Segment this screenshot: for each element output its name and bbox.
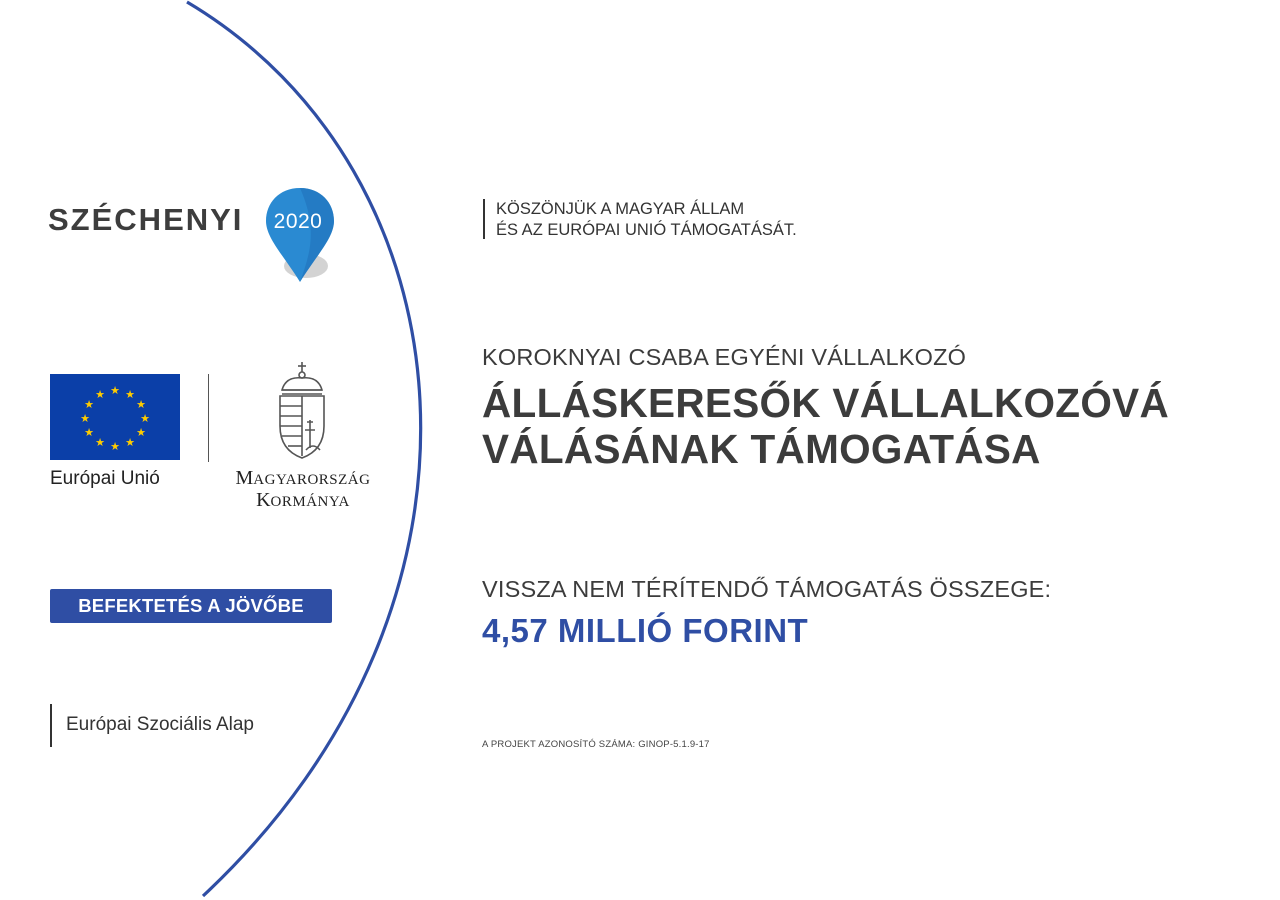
fund-label-bar xyxy=(50,704,52,747)
svg-text:★: ★ xyxy=(125,436,135,449)
szechenyi-year: 2020 xyxy=(273,210,323,233)
eu-flag-icon xyxy=(50,374,180,460)
government-line-1-rest: AGYARORSZÁG xyxy=(253,472,371,488)
project-title-line-1: ÁLLÁSKERESŐK VÁLLALKOZÓVÁ xyxy=(482,380,1170,426)
project-title-line-2: VÁLÁSÁNAK TÁMOGATÁSA xyxy=(482,426,1041,472)
svg-text:★: ★ xyxy=(140,412,150,425)
svg-text:★: ★ xyxy=(136,426,146,439)
szechenyi-pin-icon xyxy=(264,186,340,284)
fund-label: Európai Szociális Alap xyxy=(66,714,254,735)
thanks-line-1: KÖSZÖNJÜK A MAGYAR ÁLLAM xyxy=(496,200,745,218)
government-label xyxy=(220,468,386,512)
svg-text:★: ★ xyxy=(84,398,94,411)
svg-text:★: ★ xyxy=(84,426,94,439)
government-line-1 xyxy=(220,468,386,490)
eu-label: Európai Unió xyxy=(50,468,160,489)
svg-text:★: ★ xyxy=(110,384,120,397)
beneficiary-name: KOROKNYAI CSABA EGYÉNI VÁLLALKOZÓ xyxy=(482,344,967,370)
svg-text:★: ★ xyxy=(136,398,146,411)
government-line-2 xyxy=(220,490,386,512)
project-id: A PROJEKT AZONOSÍTÓ SZÁMA: GINOP-5.1.9-17 xyxy=(482,739,710,750)
grant-label: VISSZA NEM TÉRÍTENDŐ TÁMOGATÁS ÖSSZEGE: xyxy=(482,576,1052,602)
grant-amount: 4,57 MILLIÓ FORINT xyxy=(482,612,809,649)
coat-of-arms-icon xyxy=(274,360,330,460)
svg-text:★: ★ xyxy=(110,440,120,453)
svg-text:★: ★ xyxy=(125,388,135,401)
thanks-text xyxy=(496,199,797,241)
government-line-1-initial: M xyxy=(235,467,254,489)
svg-text:★: ★ xyxy=(95,436,105,449)
svg-text:★: ★ xyxy=(80,412,90,425)
government-line-2-initial: K xyxy=(256,489,271,511)
szechenyi-wordmark: SZÉCHENYI xyxy=(48,202,244,237)
logo-divider xyxy=(208,374,209,462)
szechenyi-2020-logo xyxy=(48,186,348,286)
project-title xyxy=(482,380,1169,472)
thanks-bar xyxy=(483,199,485,239)
svg-text:★: ★ xyxy=(95,388,105,401)
invest-in-future-badge: BEFEKTETÉS A JÖVŐBE xyxy=(50,589,332,623)
thanks-line-2: ÉS AZ EURÓPAI UNIÓ TÁMOGATÁSÁT. xyxy=(496,221,797,239)
government-line-2-rest: ORMÁNYA xyxy=(270,494,350,510)
